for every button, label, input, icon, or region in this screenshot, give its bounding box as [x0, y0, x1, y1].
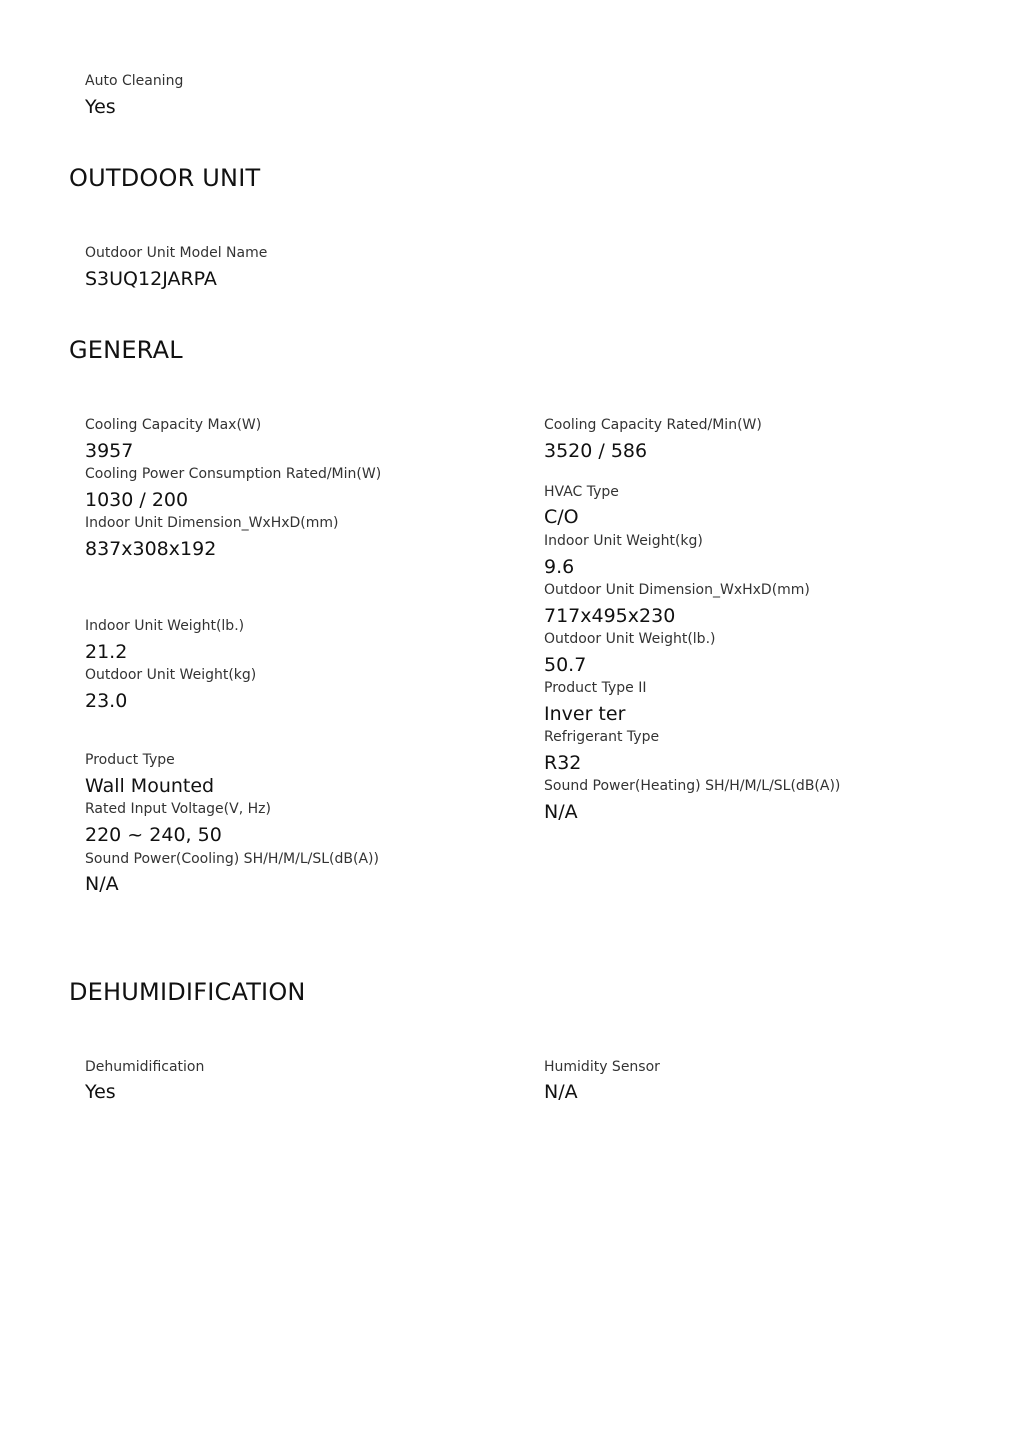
spec-label: HVAC Type [544, 484, 619, 500]
humidity-sensor-label: Humidity Sensor [544, 1059, 660, 1075]
spec-label: Product Type II [544, 680, 647, 696]
spec-value: Wall Mounted [85, 775, 215, 797]
spec-label: Refrigerant Type [544, 729, 660, 745]
spec-label: Indoor Unit Weight(lb.) [85, 618, 245, 634]
spec-value: N/A [544, 801, 578, 823]
spec-value: 50.7 [544, 654, 587, 676]
auto-cleaning-value: Yes [85, 96, 116, 118]
spec-value: R32 [544, 752, 582, 774]
spec-label: Outdoor Unit Dimension_WxHxD(mm) [544, 582, 810, 598]
outdoor-unit-model-value: S3UQ12JARPA [85, 268, 217, 290]
spec-label: Cooling Capacity Rated/Min(W) [544, 417, 762, 433]
spec-label: Indoor Unit Dimension_WxHxD(mm) [85, 515, 339, 531]
spec-label: Indoor Unit Weight(kg) [544, 533, 703, 549]
auto-cleaning-label: Auto Cleaning [85, 73, 184, 89]
spec-label: Sound Power(Cooling) SH/H/M/L/SL(dB(A)) [85, 851, 379, 867]
dehumidification-value: Yes [85, 1081, 116, 1103]
spec-value: 1030 / 200 [85, 489, 189, 511]
spec-label: Cooling Power Consumption Rated/Min(W) [85, 466, 382, 482]
spec-value: 23.0 [85, 690, 128, 712]
spec-value: 717x495x230 [544, 605, 676, 627]
spec-value: 3520 / 586 [544, 440, 648, 462]
outdoor-unit-model-label: Outdoor Unit Model Name [85, 245, 268, 261]
spec-value: 3957 [85, 440, 134, 462]
spec-value: C/O [544, 506, 579, 528]
spec-label: Product Type [85, 752, 175, 768]
section-title-general: GENERAL [69, 336, 183, 364]
humidity-sensor-value: N/A [544, 1081, 578, 1103]
spec-value: N/A [85, 873, 119, 895]
spec-value: Inver ter [544, 703, 626, 725]
spec-label: Cooling Capacity Max(W) [85, 417, 262, 433]
spec-label: Outdoor Unit Weight(kg) [85, 667, 257, 683]
spec-label: Outdoor Unit Weight(lb.) [544, 631, 716, 647]
spec-label: Sound Power(Heating) SH/H/M/L/SL(dB(A)) [544, 778, 841, 794]
section-title-outdoor-unit: OUTDOOR UNIT [69, 164, 261, 192]
spec-value: 837x308x192 [85, 538, 217, 560]
spec-label: Rated Input Voltage(V, Hz) [85, 801, 271, 817]
dehumidification-label: Dehumidification [85, 1059, 205, 1075]
spec-value: 220 ~ 240, 50 [85, 824, 222, 846]
spec-value: 21.2 [85, 641, 128, 663]
section-title-dehumidification: DEHUMIDIFICATION [69, 978, 306, 1006]
spec-value: 9.6 [544, 556, 575, 578]
